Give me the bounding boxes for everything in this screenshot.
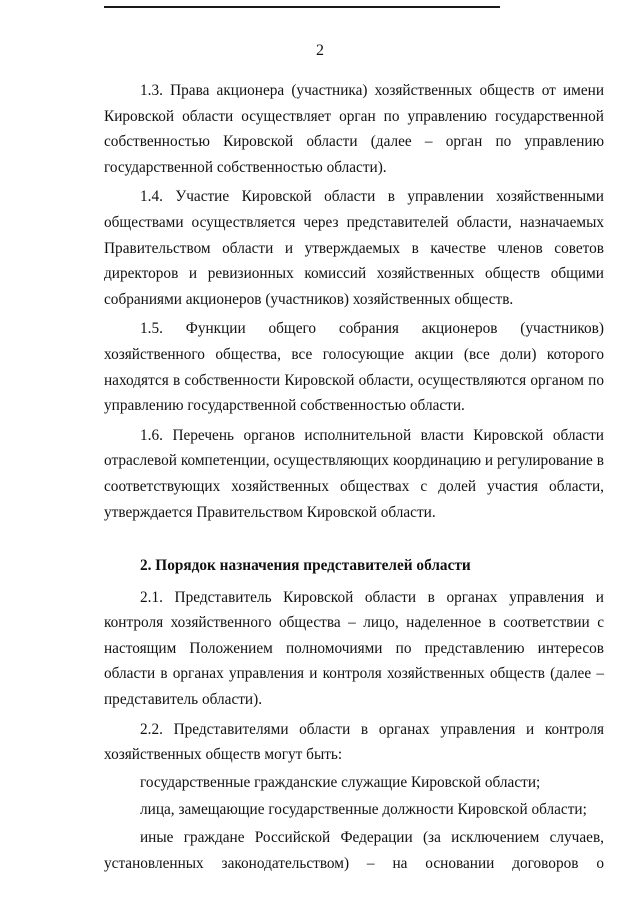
top-rule	[104, 6, 500, 8]
paragraph-2-2: 2.2. Представителями области в органах управления и контроля хозяйственных обществ могут быть:	[104, 720, 604, 764]
paragraph-1-5: 1.5. Функции общего собрания акционеров (участников) хозяйственного общества, все голосующие акции (все доли) которого находятся в собственности Кировской области, осуществляются органом по управлению государственной собственностью области.	[104, 320, 604, 415]
page-number: 2	[316, 42, 324, 59]
document-body	[104, 78, 604, 880]
paragraph-1-3: 1.3. Права акционера (участника) хозяйственных обществ от имени Кировской области осуществляет орган по управлению государственной собственностью Кировской области (далее – орган по управлению государственной собственностью области).	[104, 82, 604, 176]
list-item-state-positions: лица, замещающие государственные должности Кировской области;	[140, 801, 587, 819]
paragraph-1-4: 1.4. Участие Кировской области в управлении хозяйственными обществами осуществляется через представителей области, назначаемых Правительством области и утверждаемых в качестве членов советов директоров и ревизионных комиссий хозяйственных обществ общими собраниями акционеров (участников) хозяйственных обществ.	[104, 188, 604, 308]
paragraph-2-1: 2.1. Представитель Кировской области в органах управления и контроля хозяйственного общества – лицо, наделенное в соответствии с настоящим Положением полномочиями по представлению интересов области в органах управления и контроля хозяйственных обществ (далее – представитель области).	[104, 588, 604, 709]
section-2-heading: 2. Порядок назначения представителей области	[140, 557, 471, 575]
list-item-civil-servants: государственные гражданские служащие Кировской области;	[140, 773, 541, 791]
list-item-other-citizens: иные граждане Российской Федерации (за исключением случаев, установленных законодательством) – на основании договоров о	[104, 829, 604, 872]
paragraph-1-6: 1.6. Перечень органов исполнительной власти Кировской области отраслевой компетенции, осуществляющих координацию и регулирование в соответствующих хозяйственных обществах с долей участия области, утверждается Правительством Кировской области.	[104, 426, 604, 521]
